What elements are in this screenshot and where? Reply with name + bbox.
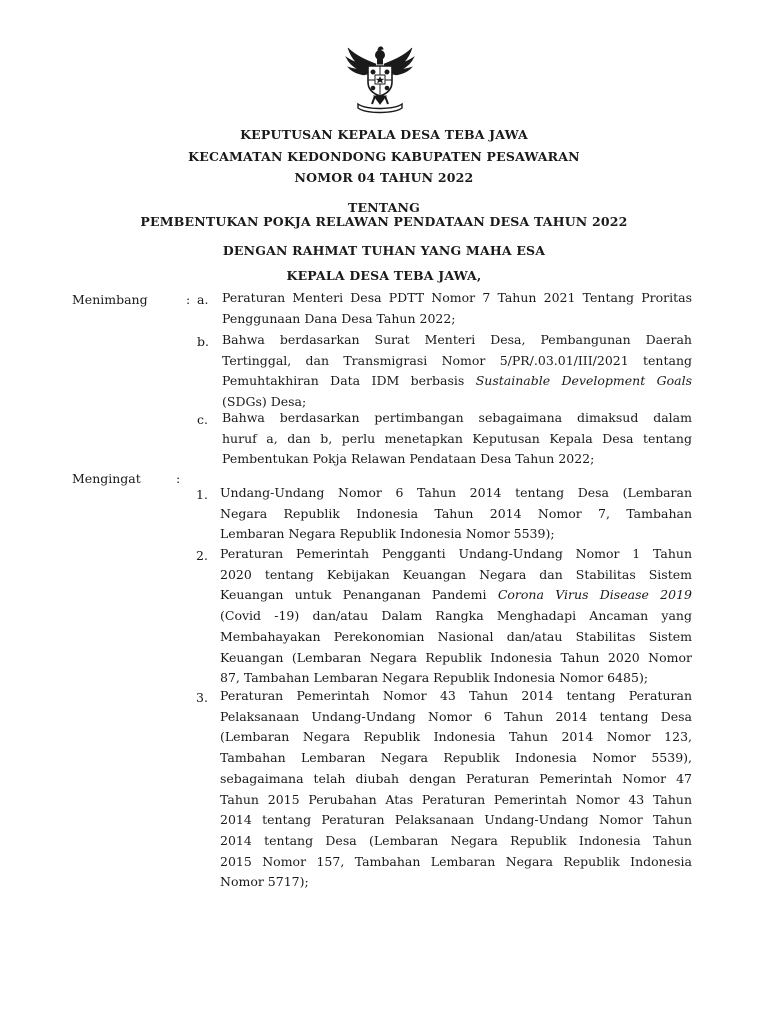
text-line-mixed <box>222 371 692 392</box>
text-line: (SDGs) Desa; <box>222 394 307 410</box>
text-line: Keuangan (Lembaran Negara Republik Indonesia Tahun 2020 Nomor <box>220 649 692 665</box>
text-line: Tambahan Lembaran Negara Republik Indonesia Nomor 5539), <box>220 750 692 766</box>
mengingat-item-3 <box>220 686 692 893</box>
text-line: Peraturan Pemerintah Pengganti Undang-Undang Nomor 1 Tahun <box>220 546 692 561</box>
menimbang-item-c <box>222 408 692 470</box>
text-line: Pelaksanaan Undang-Undang Nomor 6 Tahun 2014 tentang Desa <box>220 708 692 724</box>
mengingat-item-marker: 2. <box>196 548 208 563</box>
text-line: huruf a, dan b, perlu menetapkan Keputusan Kepala Desa tentang <box>222 430 692 446</box>
text-line: 2014 tentang Desa (Lembaran Negara Republik Indonesia Tahun <box>220 832 692 848</box>
mengingat-label: Mengingat <box>72 471 141 486</box>
text-line: Nomor 5717); <box>220 874 309 890</box>
mengingat-item-2 <box>220 544 692 689</box>
garuda-emblem-icon <box>340 44 420 116</box>
italic-term: Corona Virus Disease 2019 <box>497 587 692 603</box>
tentang-heading: TENTANG <box>347 200 421 215</box>
text-line: Tertinggal, dan Transmigrasi Nomor 5/PR/.03.01/III/2021 tentang <box>222 352 692 368</box>
menimbang-item-marker: a. <box>197 292 209 307</box>
text-line-mixed <box>220 585 692 606</box>
menimbang-colon: : <box>186 292 191 307</box>
text-line: (Lembaran Negara Republik Indonesia Tahun 2014 Nomor 123, <box>220 729 692 745</box>
decree-number: NOMOR 04 TAHUN 2022 <box>294 170 474 185</box>
text-line: Penggunaan Dana Desa Tahun 2022; <box>222 310 456 326</box>
menimbang-label: Menimbang <box>72 292 148 307</box>
menimbang-item-marker: c. <box>197 412 208 427</box>
text-line: Bahwa berdasarkan Surat Menteri Desa, Pembangunan Daerah <box>222 332 692 347</box>
text-line: 87, Tambahan Lembaran Negara Republik Indonesia Nomor 6485); <box>220 670 649 686</box>
menimbang-item-a <box>222 288 692 329</box>
text-line: Tahun 2015 Perubahan Atas Peraturan Pemerintah Nomor 43 Tahun <box>220 791 692 807</box>
text-fragment: Pemuhtakhiran Data IDM berbasis <box>222 373 465 389</box>
text-line: Bahwa berdasarkan pertimbangan sebagaimana dimaksud dalam <box>222 410 692 425</box>
decree-title-line-2: KECAMATAN KEDONDONG KABUPATEN PESAWARAN <box>188 149 580 164</box>
menimbang-item-marker: b. <box>197 334 209 349</box>
text-line: 2014 tentang Peraturan Pelaksanaan Undang-Undang Nomor Tahun <box>220 812 692 828</box>
authority-line: KEPALA DESA TEBA JAWA, <box>286 268 482 283</box>
text-line: Negara Republik Indonesia Tahun 2014 Nomor 7, Tambahan <box>220 505 692 521</box>
text-line: Membahayakan Perekonomian Nasional dan/atau Stabilitas Sistem <box>220 628 692 644</box>
text-line: sebagaimana telah diubah dengan Peraturan Pemerintah Nomor 47 <box>220 770 692 786</box>
decree-title-line-1: KEPUTUSAN KEPALA DESA TEBA JAWA <box>240 127 528 142</box>
text-line: Peraturan Pemerintah Nomor 43 Tahun 2014 tentang Peraturan <box>220 688 692 703</box>
blessing-line: DENGAN RAHMAT TUHAN YANG MAHA ESA <box>222 243 546 258</box>
text-line: Undang-Undang Nomor 6 Tahun 2014 tentang Desa (Lembaran <box>220 485 692 500</box>
text-fragment: Keuangan untuk Penanganan Pandemi <box>220 587 487 603</box>
mengingat-item-marker: 1. <box>196 487 208 502</box>
mengingat-colon: : <box>176 471 181 486</box>
text-line: Lembaran Negara Republik Indonesia Nomor 5539); <box>220 526 555 542</box>
text-line: (Covid -19) dan/atau Dalam Rangka Menghadapi Ancaman yang <box>220 608 692 624</box>
text-line: Pembentukan Pokja Relawan Pendataan Desa Tahun 2022; <box>222 451 595 467</box>
text-line: 2020 tentang Kebijakan Keuangan Negara dan Stabilitas Sistem <box>220 566 692 582</box>
decree-subject: PEMBENTUKAN POKJA RELAWAN PENDATAAN DESA TAHUN 2022 <box>140 214 628 229</box>
mengingat-item-marker: 3. <box>196 690 208 705</box>
mengingat-item-1 <box>220 483 692 545</box>
menimbang-item-b <box>222 330 692 413</box>
italic-term: Sustainable Development Goals <box>475 373 692 389</box>
text-line: Peraturan Menteri Desa PDTT Nomor 7 Tahun 2021 Tentang Proritas <box>222 290 692 305</box>
text-line: 2015 Nomor 157, Tambahan Lembaran Negara Republik Indonesia <box>220 853 692 869</box>
